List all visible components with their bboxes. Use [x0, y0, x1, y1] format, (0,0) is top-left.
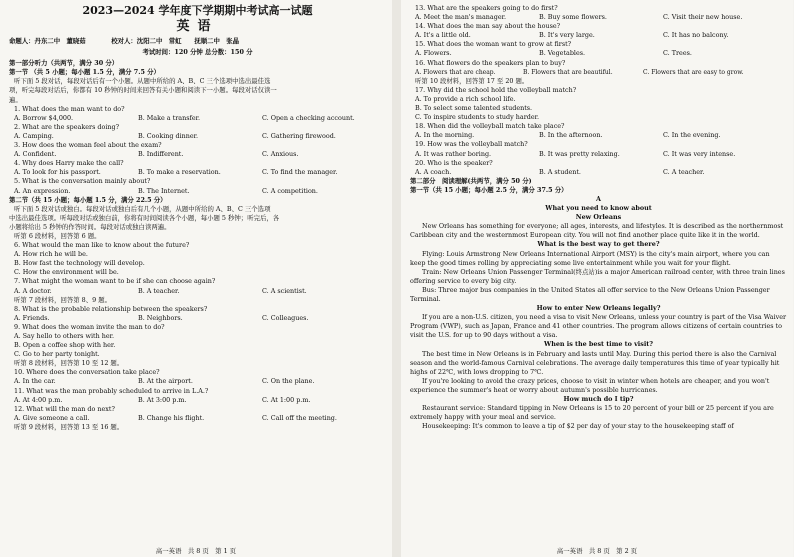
listening-lead: 听第 10 段材料，回答第 17 至 20 题。 [415, 76, 529, 85]
option-b: B. Neighbors. [138, 313, 183, 322]
option-c: C. It was very intense. [663, 149, 736, 158]
question-18 [410, 122, 787, 140]
question-20 [410, 159, 787, 177]
option-b: B. Buy some flowers. [539, 13, 607, 22]
option-c: C. It has no balcony. [663, 31, 729, 40]
option-a: A. A coach. [415, 167, 452, 176]
question-6 [9, 241, 386, 277]
option-b: B. To select some talented students. [415, 104, 533, 113]
options [9, 396, 386, 405]
option-a: A. Say hello to others with her. [14, 332, 115, 340]
option-a: A. Meet the man's manager. [415, 13, 506, 22]
option-a: A. It was rather boring. [415, 149, 492, 158]
options [410, 68, 787, 77]
question-text: 8. What is the probable relationship between the speakers? [14, 304, 208, 313]
option-c: C. Trees. [663, 49, 692, 58]
options [9, 187, 386, 196]
question-text: 6. What would the man like to know about the future? [14, 241, 190, 250]
option-c: C. To inspire students to study harder. [415, 113, 540, 122]
question-text: 15. What does the woman want to grow at first? [415, 40, 572, 49]
options [9, 414, 386, 423]
option-a: A. Camping. [14, 131, 54, 140]
options [410, 168, 787, 177]
question-8 [9, 305, 386, 323]
options [410, 150, 787, 159]
sec1-instruction: 遍。 [9, 95, 22, 104]
options [410, 131, 787, 140]
question-10 [9, 368, 386, 386]
question-3 [9, 141, 386, 159]
option-a: A. Flowers. [415, 49, 452, 58]
question-text: 10. Where does the conversation take place? [14, 368, 160, 377]
option-b: B. In the afternoon. [539, 131, 603, 140]
exam-info: 考试时间：120 分钟 总分数：150 分 [142, 48, 253, 57]
passage-paragraph: Bus: Three major bus companies in the United States all offer service to the New Orleans Union Passenger Terminal. [410, 285, 770, 303]
passage-title: New Orleans [575, 213, 622, 222]
option-b: B. To make a reservation. [138, 168, 221, 177]
option-a: A. Confident. [14, 150, 57, 159]
options [410, 31, 787, 40]
option-c: C. Gathering firewood. [262, 131, 336, 140]
question-12 [9, 405, 386, 423]
option-b: B. A teacher. [138, 286, 180, 295]
listening-lead: 听第 7 段材料，回答第 8、9 题。 [14, 295, 112, 304]
question-5 [9, 177, 386, 195]
option-a: A. Borrow $4,000. [14, 113, 74, 122]
passage-paragraph: If you're looking to avoid the crazy prices, choose to visit in winter when hotels are cheaper, and you won't experience the summer's heat or worry about autumn's possible hurricanes. [410, 376, 770, 394]
sec1-instruction: 项，听完每段对话后，你都有 10 秒钟的时间来回答有关小题和阅读下一小题。每段对话仅读一 [9, 86, 277, 95]
question-text: 17. Why did the school hold the volleyball match? [415, 85, 577, 94]
option-a: A. How rich he will be. [14, 250, 88, 259]
passage-intro: New Orleans has something for everyone; all ages, interests, and lifestyles. It is described as the northernmost Caribbean city and the westernmost European city. You will not find another place quite like it in the world. [410, 222, 784, 240]
passage-paragraph: Train: New Orleans Union Passenger Terminal(终点站)is a major American railroad center, with three train lines offering service to every big city. [410, 267, 785, 285]
option-c: C. Call off the meeting. [262, 413, 337, 422]
options [9, 287, 386, 296]
question-1 [9, 105, 386, 123]
option-b: B. Make a transfer. [138, 113, 200, 122]
passage-paragraph: Restaurant service: Standard tipping in New Orleans is 15 to 20 percent of your bill or 25 percent if you are extremely happy with your meal and service. [410, 404, 774, 422]
page-1 [0, 0, 392, 557]
passage-subheading: How much do I tip? [563, 395, 634, 404]
question-text: 9. What does the woman invite the man to do? [14, 322, 165, 331]
question-text: 13. What are the speakers going to do first? [415, 4, 558, 12]
option-b: B. It's very large. [539, 31, 595, 40]
question-text: 4. Why does Harry make the call? [14, 159, 124, 168]
page-2-content [410, 4, 787, 431]
option-c: C. Flowers that are easy to grow. [643, 68, 744, 76]
option-c: C. Open a checking account. [262, 113, 355, 122]
question-text: 2. What are the speakers doing? [14, 122, 119, 131]
question-text: 11. What was the man probably scheduled to arrive in L.A.? [14, 386, 209, 395]
option-a: A. In the car. [14, 377, 56, 386]
option-a: A. Flowers that are cheap. [415, 68, 496, 76]
question-text: 12. What will the man do next? [14, 404, 115, 413]
option-a: A. At 4:00 p.m. [14, 395, 63, 404]
passage-paragraph: If you are a non-U.S. citizen, you need a visa to visit New Orleans, unless your country is part of the Visa Waiver Program (VWP), such as Japan, France and 41 other countries. The program allows citizens of certain countries to visit the U.S. for up to 90 days without a visa. [410, 313, 787, 340]
passage-subheading: How to enter New Orleans legally? [536, 304, 661, 313]
option-b: B. Indifferent. [138, 150, 184, 159]
option-c: C. To find the manager. [262, 168, 338, 177]
option-b: B. The Internet. [138, 186, 190, 195]
part2-heading: 第二部分 阅读理解(共两节，满分 50 分) [410, 176, 532, 185]
option-b: B. At 3:00 p.m. [138, 395, 187, 404]
option-b: B. At the airport. [138, 377, 193, 386]
option-c: C. In the evening. [663, 131, 721, 140]
option-b: B. Flowers that are beautiful. [523, 68, 613, 76]
authors-line: 命题人：丹东二中 董晓茹 校对人：沈阳二中 常虹 抚顺二中 张晶 [9, 37, 240, 45]
passage-subheading: When is the best time to visit? [544, 340, 653, 349]
passage-paragraph: Flying: Louis Armstrong New Orleans International Airport (MSY) is the city's main airport, where you can keep the good times rolling by appreciating some live entertainment while you wait for your flight. [410, 249, 770, 267]
question-15 [410, 40, 787, 58]
question-text: 18. When did the volleyball match take place? [415, 122, 565, 131]
option-c: C. A scientist. [262, 286, 307, 295]
option-a: A. An expression. [14, 186, 71, 195]
question-2 [9, 123, 386, 141]
options [9, 168, 386, 177]
question-text: 7. What might the woman want to be if she can choose again? [14, 277, 216, 286]
listening-lead: 听第 9 段材料，回答第 13 至 16 题。 [14, 422, 124, 431]
option-c: C. Visit their new house. [663, 13, 743, 22]
question-text: 19. How was the volleyball match? [415, 140, 528, 149]
page-1-content [9, 4, 386, 432]
question-text: 3. How does the woman feel about the exam? [14, 141, 162, 150]
options [9, 314, 386, 323]
reading-sec1-heading: 第一节（共 15 小题；每小题 2.5 分，满分 37.5 分） [410, 185, 568, 194]
option-c: C. A teacher. [663, 167, 705, 176]
question-text: 16. What flowers do the speakers plan to buy? [415, 58, 566, 67]
options [410, 49, 787, 58]
question-14 [410, 22, 787, 40]
question-text: 1. What does the man want to do? [14, 104, 125, 113]
question-text: 20. Who is the speaker? [415, 158, 493, 167]
option-a: A. In the morning. [415, 131, 475, 140]
exam-title: 2023—2024 学年度下学期期中考试高一试题 [82, 4, 313, 17]
option-b: B. Open a coffee shop with her. [14, 341, 116, 350]
listening-lead: 听第 6 段材料，回答第 6 题。 [14, 231, 101, 240]
options [9, 132, 386, 141]
subject-title: 英语 [176, 19, 219, 34]
option-b: B. Vegetables. [539, 49, 586, 58]
question-11 [9, 387, 386, 405]
option-a: A. To provide a rich school life. [415, 94, 516, 103]
question-9 [9, 323, 386, 359]
question-4 [9, 159, 386, 177]
passage-paragraph: Housekeeping: It's common to leave a tip of $2 per day of your stay to the housekeeping staff of [422, 422, 734, 431]
sec2-instruction: 小题将给出 5 秒钟的作答时间。每段对话或独白读两遍。 [9, 222, 171, 231]
sec1-heading: 第一节 （共 5 小题；每小题 1.5 分，满分 7.5 分） [9, 68, 160, 77]
passage-title: What you need to know about [545, 204, 652, 213]
options [410, 13, 787, 22]
question-16 [410, 59, 787, 77]
page-2 [401, 0, 793, 557]
option-a: A. A doctor. [14, 286, 52, 295]
option-c: C. How the environment will be. [14, 268, 119, 277]
option-c: C. A competition. [262, 186, 318, 195]
option-b: B. Cooking dinner. [138, 131, 199, 140]
page-footer: 高一英语 共 8 页 第 2 页 [556, 547, 638, 555]
option-b: B. A student. [539, 167, 581, 176]
part1-heading: 第一部分听力（共两节，满分 30 分） [9, 59, 119, 68]
passage-letter: A [596, 194, 601, 203]
options [9, 377, 386, 386]
option-c: C. At 1:00 p.m. [262, 395, 311, 404]
option-c: C. Anxious. [262, 150, 299, 159]
option-a: A. Friends. [14, 313, 50, 322]
option-b: B. Change his flight. [138, 413, 205, 422]
question-text: 5. What is the conversation mainly about? [14, 177, 151, 186]
option-c: C. On the plane. [262, 377, 315, 386]
passage-paragraph: The best time in New Orleans is in February and lasts until May. During this period there is also the Carnival season and the world-famous Carnival celebrations. The average daily temperatures this time of year typically hit highs of 22℃, with lows dropping to 7℃. [410, 349, 780, 376]
sec2-instruction: 中选出最佳选项。听每段对话或独白前，你将有时间阅读各个小题，每小题 5 秒钟；听完后，各 [9, 213, 280, 222]
question-7 [9, 277, 386, 295]
sec2-instruction: 听下面 5 段对话或独白。每段对话或独白后有几个小题，从题中所给的 A、B、C 三个选项 [14, 204, 271, 213]
option-b: B. How fast the technology will develop. [14, 259, 145, 268]
option-a: A. It's a little old. [415, 31, 471, 40]
page-footer: 高一英语 共 8 页 第 1 页 [155, 547, 237, 555]
option-c: C. Go to her party tonight. [14, 350, 100, 359]
options [9, 150, 386, 159]
option-a: A. To look for his passport. [14, 168, 101, 177]
question-text: 14. What does the man say about the house? [415, 22, 561, 31]
sec2-heading: 第二节（共 15 小题；每小题 1.5 分，满分 22.5 分） [9, 195, 167, 204]
page-gutter [392, 0, 401, 557]
option-a: A. Give someone a call. [14, 413, 90, 422]
listening-lead: 听第 8 段材料，回答第 10 至 12 题。 [14, 359, 124, 368]
question-17 [410, 86, 787, 122]
question-13 [410, 4, 787, 22]
options [9, 114, 386, 123]
option-b: B. It was pretty relaxing. [539, 149, 620, 158]
question-19 [410, 140, 787, 158]
passage-subheading: What is the best way to get there? [537, 240, 660, 249]
option-c: C. Colleagues. [262, 313, 309, 322]
sec1-instruction: 听下面 5 段对话，每段对话后有一个小题。从题中所给的 A、B、C 三个选项中选出最佳选 [14, 77, 271, 86]
